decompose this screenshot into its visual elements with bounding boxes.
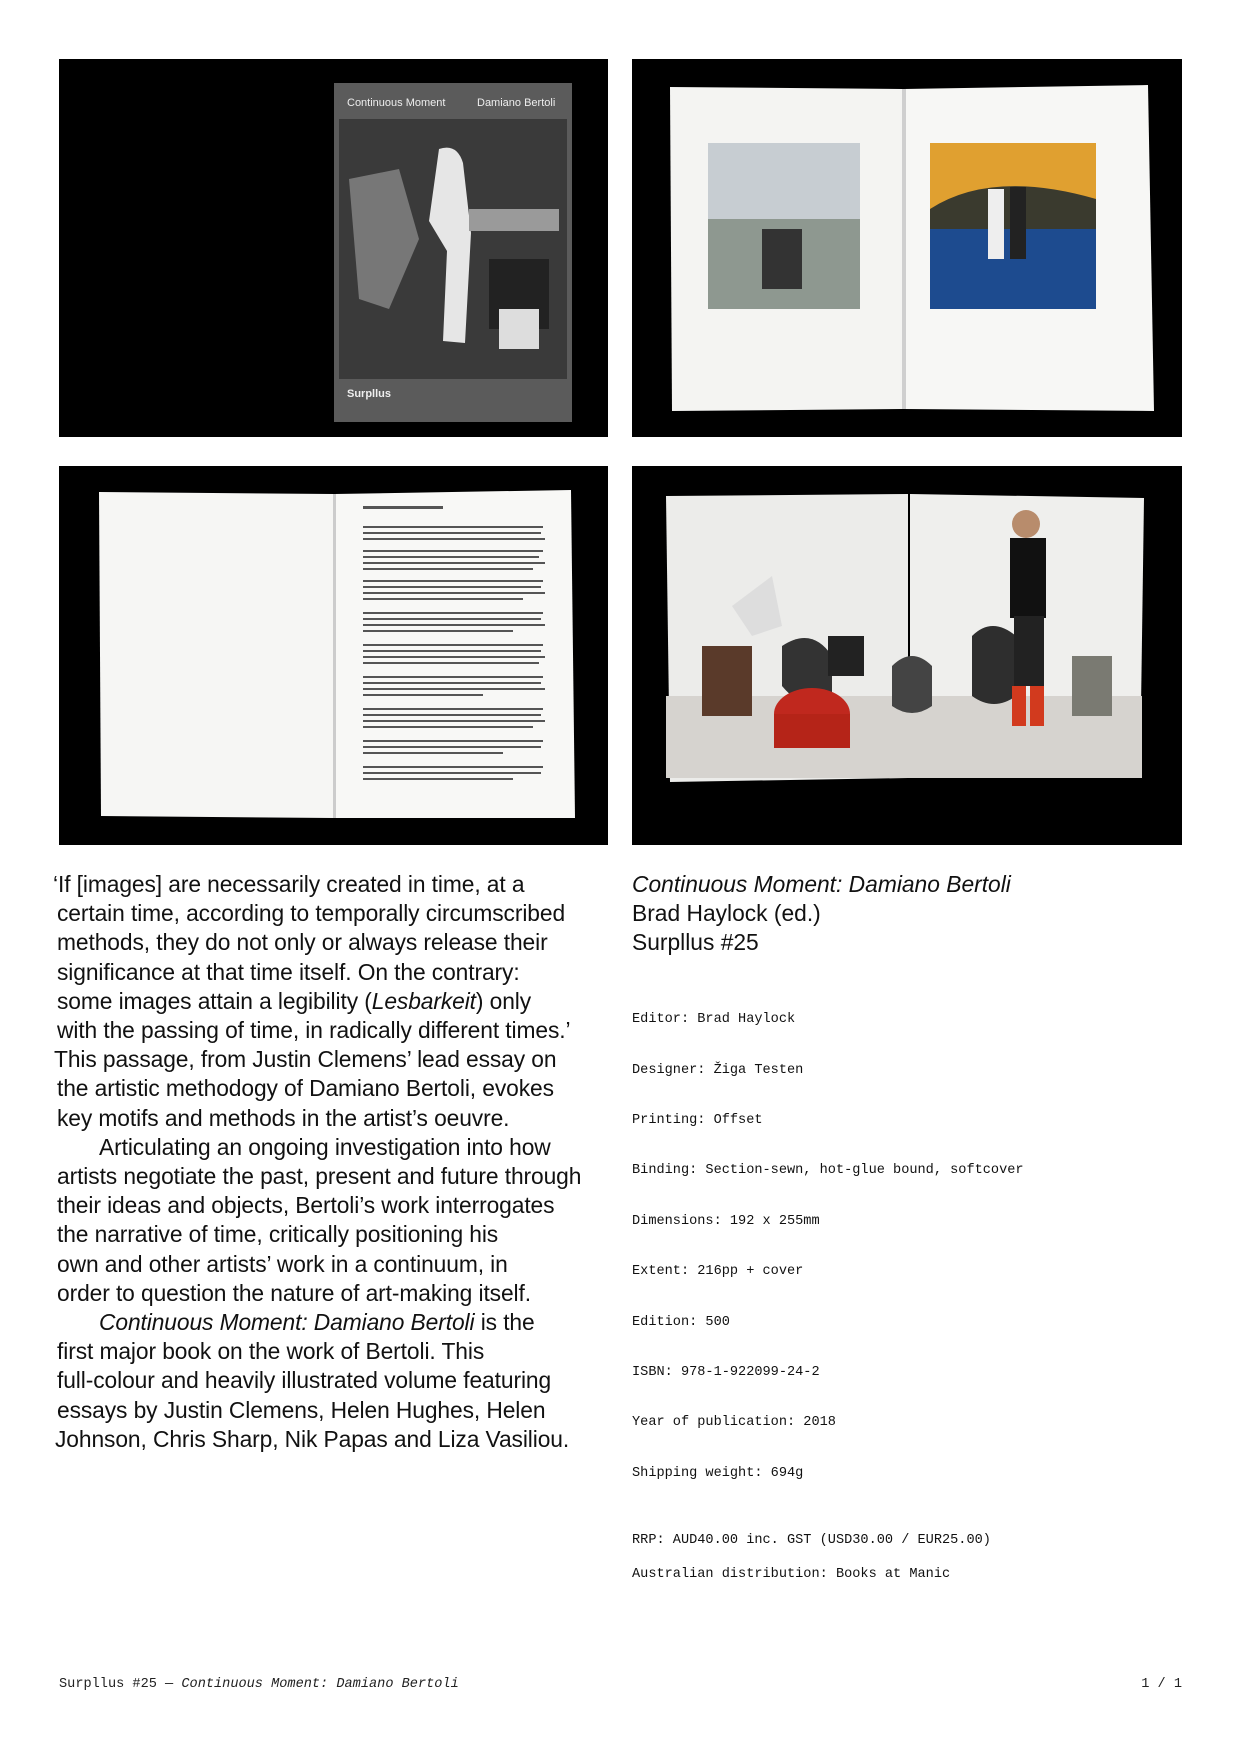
lesbarkeit-term: Lesbarkeit bbox=[371, 987, 476, 1014]
essay-paragraph-1: ‘If [images] are necessarily created in time, at a certain time, according to temporally circumscribed methods, they do not only or always release their significance at that time itself. On the contrary: some images attain a legibility (Lesbarkeit) only with the passing of time, in radically different times.’ This passage, from Justin Clemens’ lead essay on the artistic methodogy of Damiano Bertoli, evokes key motifs and methods in the artist’s oeuvre. bbox=[53, 871, 571, 1131]
book-info bbox=[632, 870, 1192, 1584]
page-footer bbox=[59, 1677, 1182, 1692]
spec-binding: Binding: Section-sewn, hot-glue bound, softcover bbox=[632, 1163, 1024, 1179]
spread-photo-images bbox=[632, 59, 1182, 437]
spec-year: Year of publication: 2018 bbox=[632, 1415, 836, 1431]
spec-printing: Printing: Offset bbox=[632, 1112, 763, 1128]
book-rrp: RRP: AUD40.00 inc. GST (USD30.00 / EUR25.00) bbox=[632, 1533, 991, 1549]
book-title: Continuous Moment: Damiano Bertoli bbox=[632, 871, 1011, 897]
book-title-inline: Continuous Moment: Damiano Bertoli bbox=[99, 1309, 475, 1336]
cover-title: Continuous Moment bbox=[347, 97, 446, 109]
book-cover-photo bbox=[59, 59, 608, 437]
book-series: Surpllus #25 bbox=[632, 929, 759, 956]
footer-title: Continuous Moment: Damiano Bertoli bbox=[181, 1677, 459, 1692]
spec-isbn: ISBN: 978-1-922099-24-2 bbox=[632, 1364, 820, 1380]
spread-photo-text bbox=[59, 466, 608, 845]
book-editor: Brad Haylock (ed.) bbox=[632, 900, 821, 927]
spread-photo-performance bbox=[632, 466, 1182, 845]
spec-dimensions: Dimensions: 192 x 255mm bbox=[632, 1213, 820, 1229]
spec-designer: Designer: Žiga Testen bbox=[632, 1062, 804, 1078]
essay-paragraph-2: Articulating an ongoing investigation into how artists negotiate the past, present and future through their ideas and objects, Bertoli’s work interrogates the narrative of time, critically positioning his own and other artists’ work in a continuum, in order to question the nature of art-making itself. bbox=[57, 1133, 582, 1306]
cover-author: Damiano Bertoli bbox=[477, 97, 556, 109]
footer-series: Surpllus #25 — bbox=[59, 1677, 182, 1692]
spec-editor: Editor: Brad Haylock bbox=[632, 1012, 796, 1028]
essay-text bbox=[53, 870, 617, 1454]
spec-edition: Edition: 500 bbox=[632, 1314, 730, 1330]
book-specs bbox=[632, 979, 1192, 1517]
book-distribution: Australian distribution: Books at Manic bbox=[632, 1566, 951, 1582]
spec-weight: Shipping weight: 694g bbox=[632, 1465, 804, 1481]
spec-extent: Extent: 216pp + cover bbox=[632, 1264, 804, 1280]
cover-publisher: Surpllus bbox=[347, 388, 392, 400]
footer-page-number: 1 / 1 bbox=[1141, 1677, 1182, 1692]
essay-paragraph-3: Continuous Moment: Damiano Bertoli is the first major book on the work of Bertoli. This full-colour and heavily illustrated volume featuring essays by Justin Clemens, Helen Hughes, Helen Johnson, Chris Sharp, Nik Papas and Liza Vasiliou. bbox=[55, 1309, 570, 1452]
